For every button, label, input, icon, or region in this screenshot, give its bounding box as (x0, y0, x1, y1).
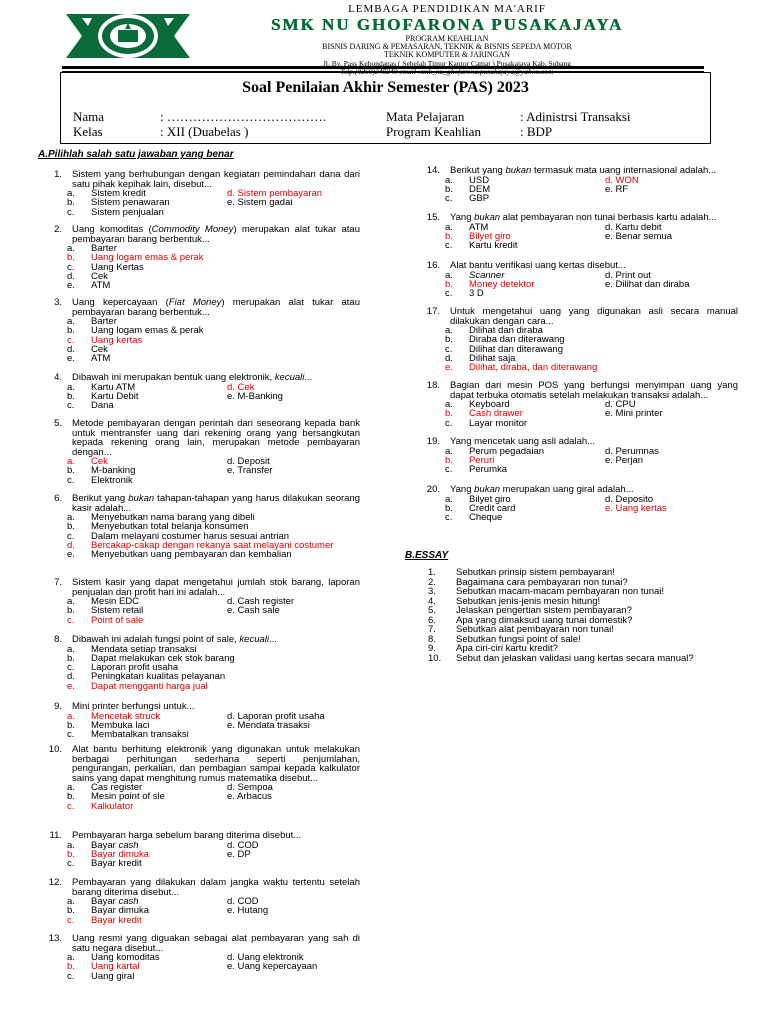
essay-number: 9. (428, 643, 436, 654)
option-letter: c. (67, 858, 75, 870)
question-text: Metode pembayaran dengan perintah dari seseorang kepada bank untuk mentransfer uang dari rekening orang yang bersangkutan kepada rekening orang lain, merupakan metode pembayaran dengan... (72, 418, 360, 458)
option-text: d. COD (227, 839, 259, 851)
option-letter: a. (445, 399, 453, 410)
option-letter: c. (67, 729, 75, 741)
option-letter: b. (67, 791, 75, 803)
answer-option: Uang kartal (91, 961, 140, 973)
option-text: e. Mendata trasaksi (227, 719, 310, 731)
question-text: Mini printer berfungsi untuk... (72, 701, 195, 712)
answer-option: Bilyet giro (469, 230, 511, 242)
question-11 (42, 831, 360, 868)
option-text: e. Cash sale (227, 605, 280, 617)
option-text: e. Uang kepercayaan (227, 961, 318, 973)
option-letter: b. (67, 652, 75, 664)
essay-item (428, 654, 748, 664)
question-number: 14. (426, 165, 440, 176)
option-letter: a. (67, 643, 75, 655)
option-letter: a. (67, 512, 75, 523)
option-text: Laporan profit usaha (91, 662, 179, 674)
option-text: Sistem penjualan (91, 206, 164, 218)
answer-option: Bayar kredit (91, 914, 142, 926)
option-text: Barter (91, 243, 117, 254)
question-text: Yang bukan merupakan uang giral adalah... (450, 484, 634, 495)
option-letter: c. (445, 512, 453, 524)
option-letter: a. (67, 243, 75, 254)
option-text: d. Laporan profit usaha (227, 710, 325, 722)
option-letter: c. (445, 240, 453, 252)
option-text: M-banking (91, 465, 136, 477)
option-text: Cheque (469, 512, 503, 524)
programs-label: PROGRAM KEAHLIAN (405, 34, 489, 43)
question-7 (42, 578, 360, 625)
answer-option: Dilihat, diraba, dan diterawang (469, 362, 598, 374)
option-letter: b. (445, 502, 453, 514)
question-text: Uang kepercayaan (Fiat Money) merupakan alat tukar atau pembayaran barang berbentuk... (72, 297, 360, 318)
option-text: Bilyet giro (469, 493, 511, 505)
essay-number: 1. (428, 567, 436, 578)
option-letter: a. (67, 896, 75, 907)
option-letter: d. (67, 539, 75, 551)
program-value: : BDP (520, 124, 553, 139)
question-text: Uang komoditas (Commodity Money) merupakan alat tukar atau pembayaran barang berbentuk... (72, 224, 360, 245)
option-letter: b. (67, 521, 75, 533)
question-text: Berikut yang bukan tahapan-tahapan yang harus dilakukan seorang kasir adalah... (72, 493, 361, 514)
option-text: Credit card (469, 502, 516, 514)
essay-text: Apa ciri-ciri kartu kredit? (456, 643, 558, 654)
option-letter: b. (67, 961, 75, 973)
answer-option: d. Cek (227, 381, 255, 393)
answer-option: e. Uang kertas (605, 502, 667, 514)
option-letter: a. (445, 174, 453, 186)
question-number: 13. (48, 933, 62, 944)
school-logo (62, 8, 194, 64)
question-8 (42, 635, 360, 691)
option-letter: e. (445, 362, 453, 374)
option-text: e. DP (227, 848, 251, 860)
answer-option: d. WON (605, 174, 639, 186)
option-text: Menyebutkan total belanja konsumen (91, 521, 249, 533)
question-text: Yang mencetak uang asli adalah... (450, 436, 596, 447)
essay-text: Sebutkan jenis-jenis mesin hitung! (456, 595, 601, 607)
option-letter: a. (445, 493, 453, 505)
option-letter: a. (67, 188, 75, 199)
option-text: e. Mini printer (605, 408, 663, 420)
answer-option: Cash drawer (469, 408, 523, 420)
option-text: Dalam melayani costumer harus sesuai antrian (91, 530, 290, 542)
essay-text: Jelaskan pengertian sistem pembayaran? (456, 605, 632, 616)
exam-title: Soal Penilaian Akhir Semester (PAS) 2023 (242, 79, 529, 96)
essay-text: Sebutkan fungsi point of sale! (456, 633, 581, 645)
option-text: Bayar cash (91, 839, 139, 851)
option-text: d. Perumnas (605, 445, 659, 457)
option-text: Elektronik (91, 474, 133, 486)
essay-text: Sebutkan macam-macam pembayaran non tunai! (456, 586, 665, 597)
programs-line-1: BISNIS DARING & PEMASARAN, TEKNIK & BISNIS SEPEDA MOTOR (322, 42, 572, 51)
option-letter: b. (445, 278, 453, 290)
option-text: Dana (91, 400, 114, 412)
option-text: Kartu Debit (91, 390, 139, 402)
question-4 (42, 373, 360, 410)
option-letter: c. (67, 400, 75, 412)
option-text: Kartu kredit (469, 240, 518, 252)
option-text: e. Dilihat dan diraba (605, 278, 690, 290)
question-number: 12. (48, 877, 62, 888)
question-3 (42, 298, 360, 363)
option-text: d. Cash register (227, 596, 295, 607)
question-text: Untuk mengetahui uang yang digunakan asli secara manual dilakukan dengan cara... (450, 306, 738, 327)
essay-text: Sebutkan prinsip sistem pembayaran! (456, 567, 615, 578)
option-text: e. RF (605, 183, 629, 195)
answer-option: Bayar dimuka (91, 848, 150, 860)
option-text: Peningkatan kualitas pelayanan (91, 671, 226, 683)
question-number: 10. (48, 744, 62, 755)
option-text: d. Print out (605, 269, 651, 281)
option-letter: c. (67, 914, 75, 926)
question-text: Bagian dari mesin POS yang berfungsi menyimpan uang yang dapat terbuka otomatis setelah melakukan transaksi adalah... (450, 380, 738, 401)
option-text: e. Arbacus (227, 791, 272, 803)
option-text: Cek (91, 343, 108, 355)
option-text: Scanner (469, 269, 505, 281)
option-letter: d. (67, 671, 75, 683)
question-16 (420, 261, 738, 298)
option-text: d. Deposit (227, 456, 270, 467)
option-text: Uang komoditas (91, 952, 160, 963)
option-text: d. Uang elektronik (227, 952, 304, 963)
essay-text: Sebutkan alat pembayaran non tunai! (456, 624, 614, 635)
answer-option: Uang logam emas & perak (91, 252, 204, 264)
question-number: 19. (426, 436, 440, 447)
option-text: Menyebutkan uang pembayaran dan kembalian (91, 549, 292, 561)
option-letter: a. (67, 316, 75, 327)
option-letter: c. (445, 288, 453, 300)
option-text: d. COD (227, 896, 259, 907)
question-text: Uang resmi yang diguakan sebagai alat pembayaran yang sah di satu negara disebut... (72, 933, 360, 954)
option-text: Perumka (469, 464, 508, 476)
question-1 (42, 170, 360, 217)
option-text: e. M-Banking (227, 390, 283, 402)
question-14 (420, 166, 738, 203)
section-b-heading: B.ESSAY (405, 550, 449, 561)
option-letter: c. (445, 193, 453, 205)
kelas-value: : XII (Duabelas ) (160, 124, 249, 139)
option-text: Membuka laci (91, 719, 150, 731)
option-letter: b. (67, 465, 75, 477)
option-letter: d. (67, 343, 75, 355)
question-number: 16. (426, 260, 440, 271)
option-text: Kartu ATM (91, 381, 136, 393)
option-letter: b. (445, 230, 453, 242)
question-text: Pembayaran harga sebelum barang diterima disebut... (72, 830, 302, 841)
option-letter: b. (67, 848, 75, 860)
essay-number: 4. (428, 595, 436, 607)
essay-number: 3. (428, 586, 436, 597)
option-letter: a. (67, 381, 75, 393)
question-number: 18. (426, 380, 440, 391)
answer-option: Uang kertas (91, 334, 143, 346)
option-letter: b. (67, 390, 75, 402)
question-19 (420, 437, 738, 474)
option-text: Sistem kredit (91, 188, 146, 199)
essay-number: 10. (428, 652, 442, 664)
option-letter: a. (67, 710, 75, 722)
question-number: 7. (54, 577, 62, 588)
answer-option: Peruri (469, 454, 495, 466)
school-address: Jl. By. Pass Kebondanas ( Sebelah Timur Kantor Camat ) Pusakajaya Kab. Subang (322, 59, 572, 68)
question-10 (42, 745, 360, 811)
question-number: 15. (426, 212, 440, 223)
question-number: 9. (54, 701, 62, 712)
question-18 (420, 381, 738, 428)
school-name: SMK NU GHOFARONA PUSAKAJAYA (270, 15, 624, 34)
essay-number: 7. (428, 624, 436, 635)
programs-line-2: TEKNIK KOMPUTER & JARINGAN (384, 50, 510, 59)
answer-option: Kalkulator (91, 800, 134, 812)
question-text: Sistem kasir yang dapat mengetahui jumlah stok barang, laporan penjualan dan profit hari ini adalah... (72, 577, 360, 598)
option-letter: a. (67, 782, 75, 793)
essay-questions (428, 568, 748, 663)
option-letter: e. (67, 680, 75, 692)
option-letter: b. (67, 252, 75, 264)
option-text: Barter (91, 316, 117, 327)
question-text: Berikut yang bukan termasuk mata uang internasional adalah... (450, 165, 717, 176)
essay-number: 8. (428, 633, 436, 645)
option-text: Dilihat saja (469, 352, 516, 364)
option-text: Cas register (91, 782, 143, 793)
question-number: 2. (54, 224, 62, 235)
question-text: Dibawah ini merupakan bentuk uang elektronik, kecuali... (72, 372, 313, 383)
option-letter: c. (67, 474, 75, 486)
option-text: d. Kartu debit (605, 221, 662, 233)
option-text: GBP (469, 193, 490, 205)
program-label: Program Keahlian (386, 124, 481, 139)
option-letter: c. (445, 417, 453, 429)
option-letter: c. (67, 800, 75, 812)
option-text: DEM (469, 183, 491, 195)
question-text: Sistem yang berhubungan dengan kegiatan pemindahan dana dari satu pihak kepihak lain, disebut... (72, 169, 360, 190)
question-2 (42, 225, 360, 290)
option-letter: e. (67, 353, 75, 365)
option-text: Uang Kertas (91, 261, 144, 273)
question-number: 3. (54, 297, 62, 308)
nama-label: Nama (73, 109, 105, 124)
essay-number: 6. (428, 614, 436, 626)
option-letter: e. (67, 280, 75, 292)
exam-identity-box (60, 72, 711, 144)
question-number: 1. (54, 169, 62, 180)
essay-number: 2. (428, 576, 436, 588)
option-text: Layar monitor (469, 417, 528, 429)
option-text: Cek (91, 270, 108, 282)
answer-option: Dapat mengganti harga jual (91, 680, 208, 692)
option-letter: c. (67, 530, 75, 542)
option-text: Keyboard (469, 399, 510, 410)
option-text: Perum pegadaian (469, 445, 544, 457)
option-letter: d. (445, 352, 453, 364)
question-6 (42, 494, 360, 559)
option-letter: b. (445, 183, 453, 195)
option-letter: b. (445, 334, 453, 346)
option-text: Sistem retail (91, 605, 144, 617)
essay-text: Apa yang dimaksud uang tunai domestik? (456, 614, 633, 626)
option-text: Bayar kredit (91, 858, 142, 870)
nama-value: : ………………………………. (160, 109, 327, 124)
option-text: 3 D (469, 288, 484, 300)
option-text: Dilihat dan diterawang (469, 343, 564, 355)
question-number: 11. (49, 830, 62, 841)
option-text: Mendata setiap transaksi (91, 643, 197, 655)
letterhead (194, 2, 700, 75)
option-letter: e. (67, 549, 75, 561)
mapel-label: Mata Pelajaran (386, 109, 465, 124)
essay-text: Bagaimana cara pembayaran non tunai? (456, 576, 628, 588)
option-letter: a. (445, 269, 453, 281)
option-text: Bayar cash (91, 896, 139, 907)
answer-option: d. Sistem pembayaran (227, 188, 323, 199)
option-text: ATM (91, 353, 111, 365)
option-text: d. Deposito (605, 493, 654, 505)
option-text: Uang giral (91, 970, 135, 982)
option-letter: a. (67, 456, 75, 467)
question-15 (420, 213, 738, 250)
option-text: Mesin point of sle (91, 791, 165, 803)
option-letter: b. (67, 197, 75, 209)
option-letter: a. (445, 325, 453, 336)
option-text: Sistem penawaran (91, 197, 170, 209)
option-letter: a. (67, 839, 75, 851)
question-number: 6. (54, 493, 62, 504)
option-letter: b. (445, 408, 453, 420)
option-text: Dilihat dan diraba (469, 325, 543, 336)
option-letter: b. (445, 454, 453, 466)
question-5 (42, 419, 360, 485)
option-text: e. Transfer (227, 465, 273, 477)
option-text: USD (469, 174, 490, 186)
option-letter: a. (67, 596, 75, 607)
question-text: Pembayaran yang dilakukan dalam jangka waktu tertentu setelah barang diterima disebut... (72, 877, 360, 898)
option-letter: c. (67, 261, 75, 273)
question-12 (42, 878, 360, 925)
option-letter: c. (67, 662, 75, 674)
option-text: e. Sistem gadai (227, 197, 293, 209)
option-letter: b. (67, 325, 75, 337)
option-letter: c. (445, 464, 453, 476)
option-text: ATM (91, 280, 111, 292)
option-letter: c. (67, 970, 75, 982)
question-text: Alat bantu verifikasi uang kertas disebut... (450, 260, 626, 271)
essay-number: 5. (428, 605, 436, 616)
option-text: Dapat melakukan cek stok barang (91, 652, 235, 664)
option-text: Membatalkan transaksi (91, 729, 189, 741)
question-text: Dibawah ini adalah fungsi point of sale, kecuali... (72, 634, 277, 645)
kelas-label: Kelas (73, 124, 103, 139)
letterhead-rule (62, 66, 704, 69)
answer-option: Mencetak struck (91, 710, 161, 722)
option-text: Menyebutkan nama barang yang dibeli (91, 512, 255, 523)
section-a-heading: A.Pilihlah salah satu jawaban yang benar (38, 149, 234, 160)
option-text: Diraba dan diterawang (469, 334, 565, 346)
option-text: e. Hutang (227, 905, 269, 917)
option-letter: c. (67, 334, 75, 346)
school-contact: Telp.(0260)240240 email :smk_nu_ghofarona.pusakajaya@yahoo.com (340, 66, 554, 76)
option-text: d. Sempoa (227, 782, 273, 793)
question-9 (42, 702, 360, 739)
institution-name: LEMBAGA PENDIDIKAN MA'ARIF (348, 3, 546, 15)
essay-text: Sebut dan jelaskan validasi uang kertas secara manual? (456, 652, 694, 664)
option-letter: c. (67, 614, 75, 626)
question-number: 5. (54, 418, 62, 429)
question-number: 4. (54, 372, 62, 383)
question-number: 20. (426, 484, 440, 495)
option-text: e. Benar semua (605, 230, 673, 242)
option-text: ATM (469, 221, 489, 233)
option-letter: c. (67, 206, 75, 218)
option-text: Mesin EDC (91, 596, 140, 607)
question-number: 17. (426, 306, 440, 317)
mapel-value: : Adinistrsi Transaksi (520, 109, 631, 124)
option-letter: b. (67, 719, 75, 731)
question-20 (420, 485, 738, 522)
question-number: 8. (54, 634, 62, 645)
option-text: Uang logam emas & perak (91, 325, 204, 337)
answer-option: Bercakap-cakap dengan rekanya saat melayani costumer (91, 539, 334, 551)
answer-option: Money detektor (469, 278, 535, 290)
option-text: Bayar dimuka (91, 905, 150, 917)
option-letter: d. (67, 270, 75, 282)
answer-option: Point of sale (91, 614, 144, 626)
question-text: Yang bukan alat pembayaran non tunai berbasis kartu adalah... (450, 212, 717, 223)
option-text: e. Perjan (605, 454, 644, 466)
answer-option: Cek (91, 456, 108, 467)
option-letter: a. (445, 445, 453, 457)
question-17 (420, 307, 738, 372)
option-letter: a. (67, 952, 75, 963)
option-letter: b. (67, 605, 75, 617)
option-letter: a. (445, 221, 453, 233)
option-letter: b. (67, 905, 75, 917)
option-letter: c. (445, 343, 453, 355)
option-text: d. CPU (605, 399, 636, 410)
question-13 (42, 934, 360, 981)
question-text: Alat bantu berhitung elektronik yang digunakan untuk melakukan berbagai perhitungan sederhana seperti penjumlahan, pengurangan, perkalian, dan pembagian sampai kepada kalkulator sains yang dapat menghitung rumus matematika disebut... (72, 744, 360, 784)
